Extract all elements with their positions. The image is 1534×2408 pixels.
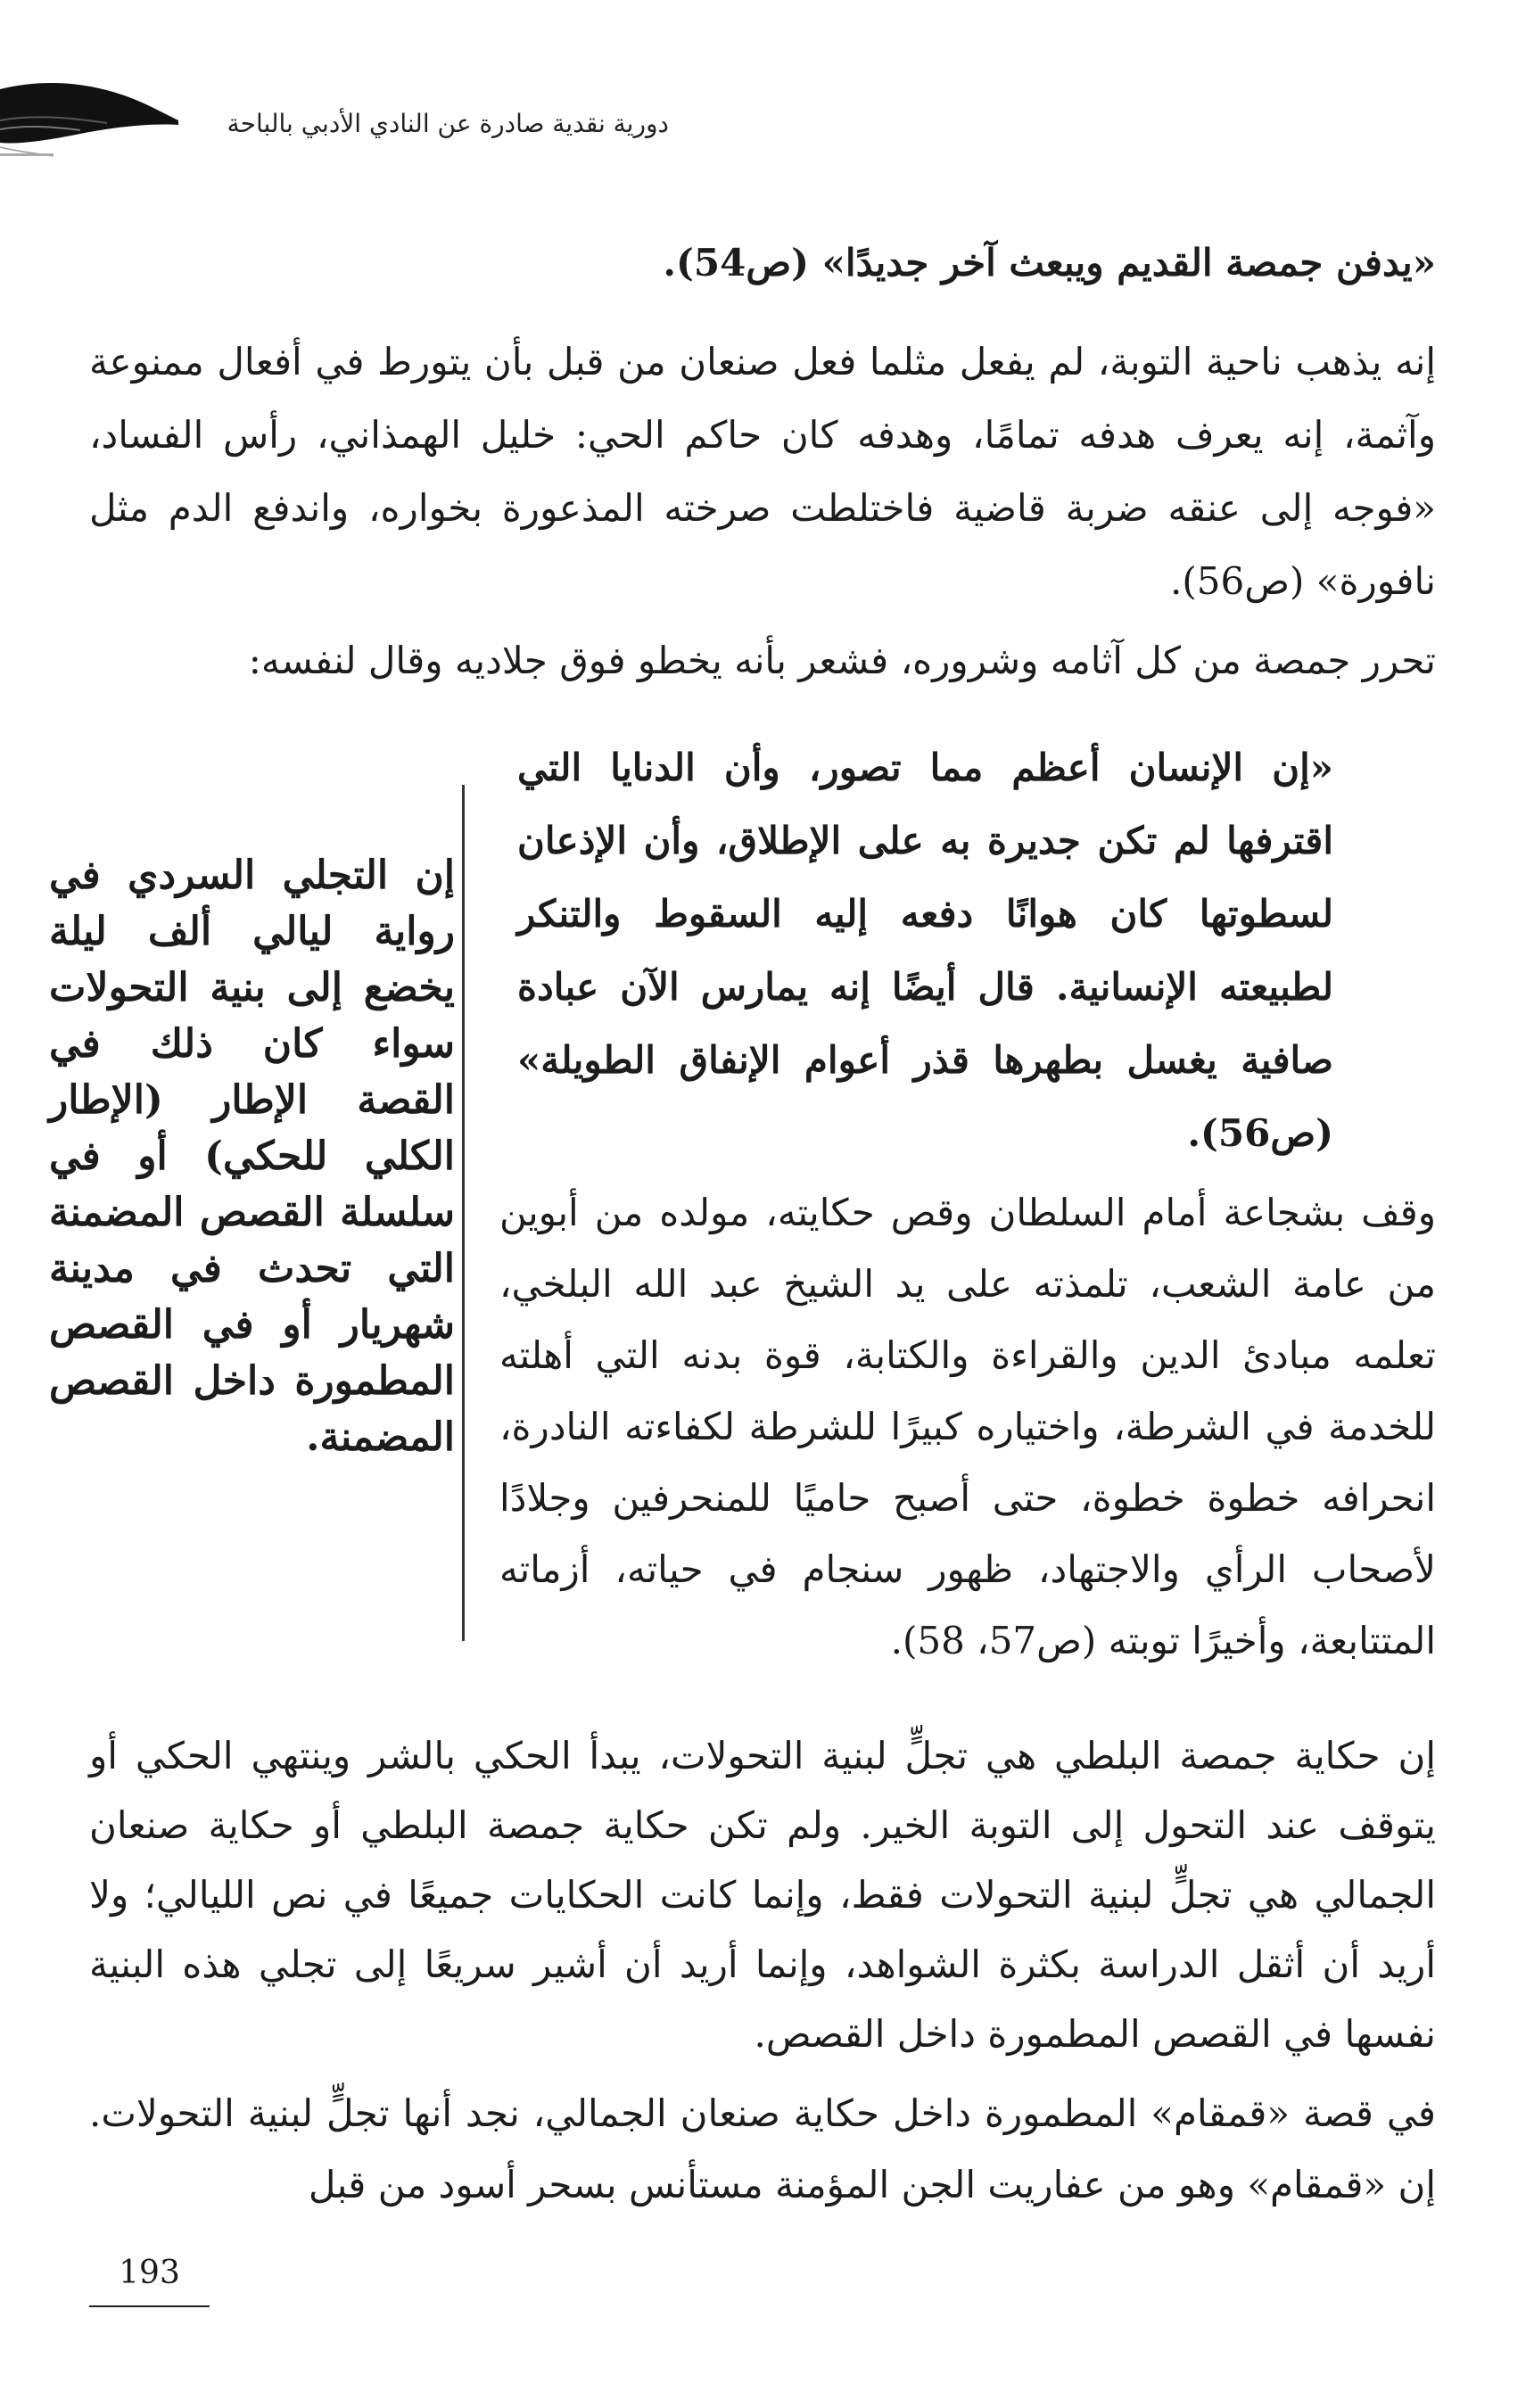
paragraph-4: إن حكاية جمصة البلطي هي تجلٍّ لبنية التحولات، يبدأ الحكي بالشر وينتهي الحكي أو يتوقف عند التحول إلى التوبة الخير. ولم تكن حكاية جمصة البلطي أو حكاية صنعان الجمالي هي تجلٍّ لبنية التحولات فقط، وإنما كانت الحكايات جميعًا في نص الليالي؛ ولا أريد أن أثقل الدراسة بكثرة الشواهد، وإنما أريد أن أشير سريعًا إلى تجلي هذه البنية نفسها في القصص المطمورة داخل القصص. (89, 1734, 1436, 2056)
paragraph-2: تحرر جمصة من كل آثامه وشروره، فشعر بأنه يخطو فوق جلاديه وقال لنفسه: (248, 639, 1436, 682)
block-quote: «إن الإنسان أعظم مما تصور، وأن الدنايا التي اقترفها لم تكن جديرة به على الإطلاق، وأن الإذعان لسطوتها كان هوانًا دفعه إليه السقوط والتنكر لطبيعته الإنسانية. قال أيضًا إنه يمارس الآن عبادة صافية يغسل بطهرها قذر أعوام الإنفاق الطويلة» (ص56). (517, 746, 1333, 1155)
paragraph-3: وقف بشجاعة أمام السلطان وقص حكايته، مولده من أبوين من عامة الشعب، تلمذته على يد الشيخ عبد الله البلخي، تعلمه مبادئ الدين والقراءة والكتابة، قوة بدنه التي أهلته للخدمة في الشرطة، واختياره كبيرًا للشرطة لكفاءته النادرة، انحرافه خطوة خطوة، حتى أصبح حاميًا للمنحرفين وجلادًا لأصحاب الرأي والاجتهاد، ظهور سنجام في حياته، أزماته المتتابعة، وأخيرًا توبته (ص57، 58). (499, 1191, 1436, 1662)
journal-title: دورية نقدية صادرة عن النادي الأدبي بالباحة (227, 109, 669, 138)
page-number: 193 (119, 2255, 180, 2291)
paragraph-1: إنه يذهب ناحية التوبة، لم يفعل مثلما فعل صنعان من قبل بأن يتورط في أفعال ممنوعة وآثمة، إنه يعرف هدفه تمامًا، وهدفه كان حاكم الحي: خليل الهمذاني، رأس الفساد، «فوجه إلى عنقه ضربة قاضية فاختلطت صرخته المذعورة بخواره، واندفع الدم مثل نافورة» (ص56). (89, 340, 1436, 603)
paragraph-5: في قصة «قمقام» المطمورة داخل حكاية صنعان الجمالي، نجد أنها تجلٍّ لبنية التحولات. إن «قمقام» وهو من عفاريت الجن المؤمنة مستأنس بسحر أسود من قبل (89, 2091, 1436, 2206)
pull-quote: إن التجلي السردي في رواية ليالي ألف ليلة يخضع إلى بنية التحولات سواء كان ذلك في القصة الإطار (الإطار الكلي للحكي) أو في سلسلة القصص المضمنة التي تحدث في مدينة شهريار أو في القصص المطمورة داخل القصص المضمنة. (49, 853, 455, 1460)
pull-quote-divider (462, 785, 465, 1641)
opening-quote: «يدفن جمصة القديم ويبعث آخر جديدًا» (ص54). (663, 241, 1436, 285)
page-number-underline (89, 2305, 210, 2307)
